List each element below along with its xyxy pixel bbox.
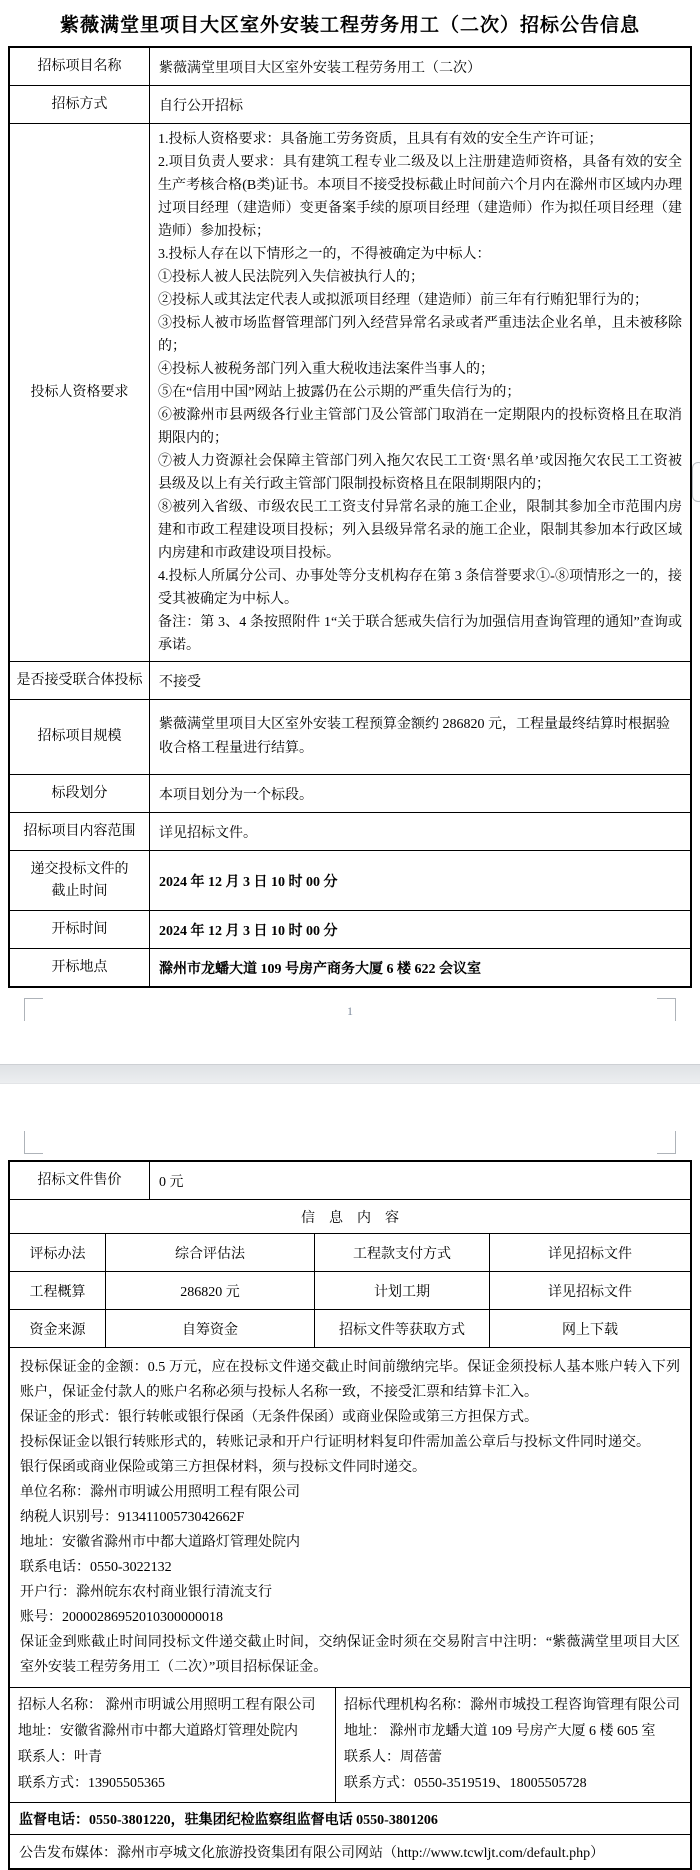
paragraph: 备注：第 3、4 条按照附件 1“关于联合惩戒失信行为加强信用查询管理的通知”查询或承诺。 [158,615,682,653]
page-2 [0,1084,700,1870]
submission-deadline-label [10,851,149,910]
agency-name: 招标代理机构名称：滁州市城投工程咨询管理有限公司 [344,1698,680,1713]
paragraph: ③投标人被市场监督管理部门列入经营异常名录或者严重违法企业名单，且未被移除的； [158,316,682,354]
table-row-supervision [10,1802,690,1834]
sections-label: 标段划分 [51,785,108,801]
table-row-media [10,1834,690,1868]
paragraph: 单位名称：滁州市明诚公用照明工程有限公司 [20,1485,300,1500]
consortium-value: 不接受 [149,662,690,699]
bid-method-value: 自行公开招标 [149,86,690,123]
bid-method-label: 招标方式 [51,96,108,112]
scope-label: 招标项目内容范围 [23,823,136,839]
paragraph: 银行保函或商业保险或第三方担保材料，须与投标文件同时递交。 [20,1460,426,1475]
agency-info [335,1688,690,1802]
page1-footer [0,988,700,1064]
paragraph: 投标保证金以银行转账形式的，转账记录和开户行证明材料复印件需加盖公章后与投标文件同时递交。 [20,1435,650,1450]
sections-value: 本项目划分为一个标段。 [149,775,690,812]
tenderer-name: 招标人名称： 滁州市明诚公用照明工程有限公司 [18,1698,316,1713]
paragraph: 1.投标人资格要求：具备施工劳务资质，且具有有效的安全生产许可证； [158,132,603,147]
project-scale-value: 紫薇满堂里项目大区室外安装工程预算金额约 286820 元，工程量最终结算时根据验收合格工程量进行结算。 [149,700,690,774]
payment-method-label: 工程款支付方式 [314,1234,489,1271]
paragraph: ②投标人或其法定代表人或拟派项目经理（建造师）前三年有行贿犯罪行为的； [158,293,648,308]
paragraph: 投标保证金的金额：0.5 万元，应在投标文件递交截止时间前缴纳完毕。保证金须投标人基本账户转入下列账户，保证金付款人的账户名称必须与投标人名称一致，不接受汇票和结算卡汇入。 [20,1360,680,1400]
page-number: 1 [347,1004,353,1018]
paragraph: 3.投标人存在以下情形之一的，不得被确定为中标人： [158,247,491,262]
project-name-value: 紫薇满堂里项目大区室外安装工程劳务用工（二次） [149,48,690,85]
table-row-consortium [10,661,690,699]
qualification-label: 投标人资格要求 [30,384,129,400]
table-row-project-scale [10,699,690,774]
table-row-evaluation [10,1233,690,1271]
opening-place-value: 滁州市龙蟠大道 109 号房产商务大厦 6 楼 622 会议室 [149,949,690,986]
submission-deadline-value: 2024 年 12 月 3 日 10 时 00 分 [149,851,690,910]
scrollbar-thumb[interactable] [692,462,700,502]
table-row-contacts [10,1687,690,1802]
evaluation-label: 评标办法 [29,1246,86,1262]
paragraph: 纳税人识别号：91341100573042662F [20,1510,245,1525]
table-row-info-header [10,1199,690,1233]
crop-mark-top-right [657,1131,676,1154]
scope-value: 详见招标文件。 [149,813,690,850]
paragraph: ⑥被滁州市县两级各行业主管部门及公管部门取消在一定期限内的投标资格且在取消期限内的； [158,408,682,446]
tenderer-phone: 联系方式：13905505365 [18,1776,165,1791]
doc-obtain-label: 招标文件等获取方式 [314,1310,489,1347]
deadline-label-line1: 递交投标文件的 [30,861,129,877]
budget-label: 工程概算 [29,1284,86,1300]
table-row-funding [10,1309,690,1347]
doc-price-value: 0 元 [149,1162,690,1199]
supervision-phone: 监督电话：0550-3801220，驻集团纪检监察组监督电话 0550-3801206 [19,1812,438,1828]
paragraph: 地址：安徽省滁州市中都大道路灯管理处院内 [20,1535,300,1550]
paragraph: 2.项目负责人要求：具有建筑工程专业二级及以上注册建造师资格，具备有效的安全生产考核合格(B类)证书。本项目不接受投标截止时间前六个月内在滁州市区域内办理过项目经理（建造师）变更备案手续的原项目经理（建造师）作为拟任项目经理（建造师）参加投标； [158,155,682,239]
qualification-text [149,124,690,661]
project-scale-label: 招标项目规模 [37,729,122,744]
agency-contact: 联系人：周蓓蕾 [344,1750,442,1765]
table-row-sections [10,774,690,812]
page-separator [0,1064,700,1084]
deadline-label-line2: 截止时间 [51,883,108,899]
table-row-deposit [10,1347,690,1687]
agency-phone: 联系方式：0550-3519519、18005505728 [344,1776,587,1791]
paragraph: ⑦被人力资源社会保障主管部门列入拖欠农民工工资‘黑名单’或因拖欠农民工工资被县级及以上有关行政主管部门限制投标资格且在限制期限内的； [158,454,682,492]
paragraph: ⑧被列入省级、市级农民工工资支付异常名录的施工企业，限制其参加全市范围内房建和市政工程建设项目投标；列入县级异常名录的施工企业，限制其参加本行政区域内房建和市政建设项目投标。 [158,500,682,561]
table-row-qualification [10,123,690,661]
evaluation-value: 综合评估法 [105,1234,314,1271]
consortium-label: 是否接受联合体投标 [16,672,143,688]
doc-obtain-value: 网上下载 [489,1310,690,1347]
table-row-scope [10,812,690,850]
tenderer-address: 地址：安徽省滁州市中都大道路灯管理处院内 [18,1724,298,1739]
paragraph: ⑤在“信用中国”网站上披露仍在公示期的严重失信行为的； [158,385,521,400]
project-name-label: 招标项目名称 [37,58,122,74]
opening-place-label: 开标地点 [51,959,108,975]
paragraph: 联系电话：0550-3022132 [20,1560,172,1575]
agency-address: 地址： 滁州市龙蟠大道 109 号房产大厦 6 楼 605 室 [344,1724,656,1739]
table-row-budget [10,1271,690,1309]
paragraph: ④投标人被税务部门列入重大税收违法案件当事人的； [158,362,494,377]
funding-value: 自筹资金 [105,1310,314,1347]
paragraph: 账号：20000286952010300000018 [20,1610,223,1625]
information-table [8,1160,692,1870]
info-content-header: 信息内容 [301,1210,413,1226]
table-row-doc-price [10,1162,690,1199]
paragraph: 开户行：滁州皖东农村商业银行清流支行 [20,1585,272,1600]
budget-value: 286820 元 [105,1272,314,1309]
planned-duration-value: 详见招标文件 [489,1272,690,1309]
crop-mark-top-left [24,1131,43,1154]
table-row-submission-deadline [10,850,690,910]
table-row-opening-place [10,948,690,986]
deposit-text [10,1348,690,1687]
table-row-project-name [10,48,690,85]
announcement-table [8,46,692,988]
table-row-bid-method [10,85,690,123]
funding-label: 资金来源 [29,1322,86,1338]
payment-method-value: 详见招标文件 [489,1234,690,1271]
tenderer-info [10,1688,335,1802]
paragraph: ①投标人被人民法院列入失信被执行人的； [158,270,424,285]
planned-duration-label: 计划工期 [314,1272,489,1309]
paragraph: 保证金的形式：银行转帐或银行保函（无条件保函）或商业保险或第三方担保方式。 [20,1410,538,1425]
table-row-opening-time [10,910,690,948]
paragraph: 保证金到账截止时间同投标文件递交截止时间，交纳保证金时须在交易附言中注明：“紫薇满堂里项目大区室外安装工程劳务用工（二次）”项目招标保证金。 [20,1635,680,1675]
paragraph: 4.投标人所属分公司、办事处等分支机构存在第 3 条信誉要求①-⑧项情形之一的，接受其被确定为中标人。 [158,569,682,607]
opening-time-value: 2024 年 12 月 3 日 10 时 00 分 [149,911,690,948]
doc-price-label: 招标文件售价 [37,1172,122,1188]
opening-time-label: 开标时间 [51,921,108,937]
tenderer-contact: 联系人：叶青 [18,1750,102,1765]
announcement-media: 公告发布媒体：滁州市亭城文化旅游投资集团有限公司网站（http://www.tcwljt.com/default.php） [19,1845,605,1861]
page2-header [0,1084,700,1160]
page-title: 紫薇满堂里项目大区室外安装工程劳务用工（二次）招标公告信息 [59,15,640,36]
